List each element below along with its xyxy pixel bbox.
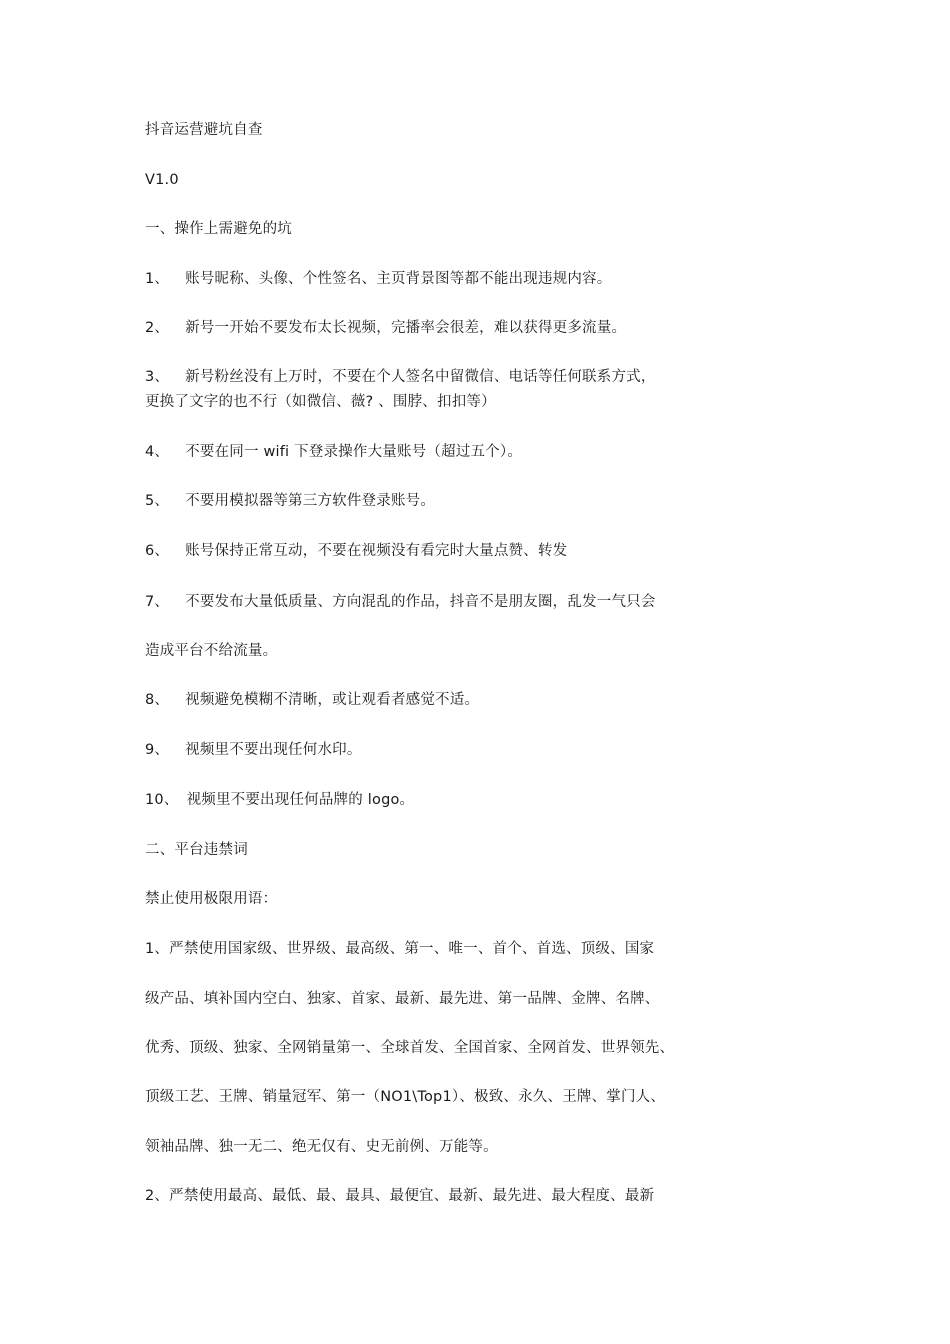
list-item-number: 2、 — [145, 320, 170, 336]
rule-line: 领袖品牌、独一无二、绝无仅有、史无前例、万能等。 — [145, 1139, 498, 1155]
list-item — [145, 367, 656, 387]
rule-line: 1、严禁使用国家级、世界级、最高级、第一、唯一、首个、首选、顶级、国家 — [145, 941, 655, 957]
list-item-continuation: 造成平台不给流量。 — [145, 643, 278, 659]
list-item-number: 3、 — [145, 369, 170, 385]
list-item-number: 10、 — [145, 792, 179, 808]
section2-heading: 二、平台违禁词 — [145, 842, 248, 858]
list-item-number: 5、 — [145, 493, 170, 509]
list-item — [145, 790, 414, 810]
list-item — [145, 269, 611, 289]
rule-line: 2、严禁使用最高、最低、最、最具、最便宜、最新、最先进、最大程度、最新 — [145, 1188, 655, 1204]
section2-intro: 禁止使用极限用语： — [145, 891, 278, 907]
list-item — [145, 491, 435, 511]
list-item-text: 视频里不要出现任何品牌的 logo。 — [186, 792, 415, 808]
list-item — [145, 318, 626, 338]
list-item-text: 新号粉丝没有上万时，不要在个人签名中留微信、电话等任何联系方式， — [185, 369, 656, 385]
list-item — [145, 442, 522, 462]
list-item-text: 视频避免模糊不清晰，或让观看者感觉不适。 — [185, 692, 480, 708]
section1-heading: 一、操作上需避免的坑 — [145, 221, 292, 237]
list-item-text: 视频里不要出现任何水印。 — [185, 742, 362, 758]
list-item-text: 不要用模拟器等第三方软件登录账号。 — [185, 493, 436, 509]
list-item-number: 1、 — [145, 271, 170, 287]
document-title: 抖音运营避坑自查 — [145, 122, 263, 138]
list-item — [145, 690, 479, 710]
list-item-text: 账号昵称、头像、个性签名、主页背景图等都不能出现违规内容。 — [185, 271, 612, 287]
list-item-number: 8、 — [145, 692, 170, 708]
list-item-number: 7、 — [145, 594, 170, 610]
list-item-text: 新号一开始不要发布太长视频，完播率会很差，难以获得更多流量。 — [185, 320, 627, 336]
rule-line: 级产品、填补国内空白、独家、首家、最新、最先进、第一品牌、金牌、名牌、 — [145, 991, 660, 1007]
list-item-number: 6、 — [145, 543, 170, 559]
list-item-text: 账号保持正常互动，不要在视频没有看完时大量点赞、转发 — [185, 543, 568, 559]
list-item — [145, 541, 567, 561]
list-item — [145, 592, 656, 612]
rule-line: 顶级工艺、王牌、销量冠军、第一（NO1\Top1）、极致、永久、王牌、掌门人、 — [145, 1089, 666, 1105]
rule-line: 优秀、顶级、独家、全网销量第一、全球首发、全国首家、全网首发、世界领先、 — [145, 1040, 675, 1056]
list-item-text: 不要在同一 wifi 下登录操作大量账号（超过五个）。 — [185, 444, 523, 460]
list-item — [145, 740, 362, 760]
list-item-continuation: 更换了文字的也不行（如微信、薇? 、围脖、扣扣等） — [145, 394, 496, 410]
list-item-text: 不要发布大量低质量、方向混乱的作品，抖音不是朋友圈，乱发一气只会 — [185, 594, 656, 610]
document-version: V1.0 — [145, 172, 179, 188]
list-item-number: 4、 — [145, 444, 170, 460]
list-item-number: 9、 — [145, 742, 170, 758]
